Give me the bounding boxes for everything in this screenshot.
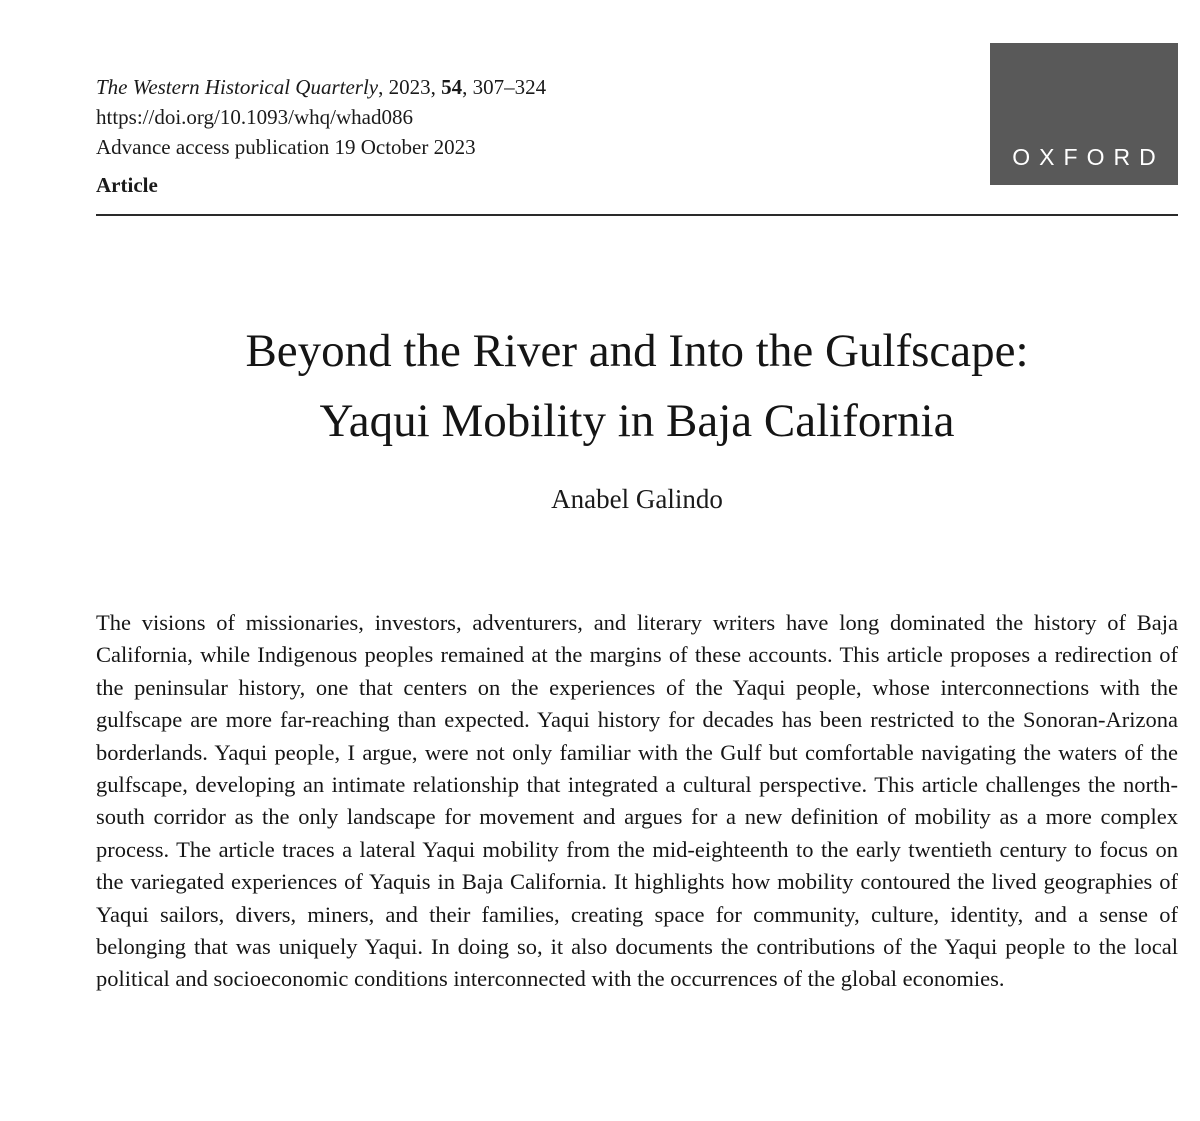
journal-header [96,43,1178,200]
journal-citation [96,72,546,102]
header-divider [96,214,1178,216]
citation-volume: 54 [441,75,463,99]
author-name: Anabel Galindo [551,484,723,514]
article-title [96,316,1178,456]
article-type-label: Article [96,173,158,197]
citation-year: , 2023, [378,75,442,99]
citation-pages: , 307–324 [462,75,547,99]
journal-name: The Western Historical Quarterly [96,75,379,99]
abstract-text: The visions of missionaries, investors, adventurers, and literary writers have long dominated the history of Baja California, while Indigenous peoples remained at the margins of these accounts. This article proposes a redirection of the peninsular history, one that centers on the experiences of the Yaqui people, whose interconnections with the gulfscape are more far-reaching than expected. Yaqui history for decades has been restricted to the Sonoran-Arizona borderlands. Yaqui people, I argue, were not only familiar with the Gulf but comfortable navigating the waters of the gulfscape, developing an intimate relationship that integrated a cultural perspective. This article challenges the north-south corridor as the only landscape for movement and argues for a new definition of mobility as a more complex process. The article traces a lateral Yaqui mobility from the mid-eighteenth to the early twentieth century to focus on the variegated experiences of Yaquis in Baja California. It highlights how mobility contoured the lived geographies of Yaqui sailors, divers, miners, and their families, creating space for community, culture, identity, and a sense of belonging that was uniquely Yaqui. In doing so, it also documents the contributions of the Yaqui people to the local political and socioeconomic conditions interconnected with the occurrences of the global economies. [96,610,1178,992]
article-title-line-1: Beyond the River and Into the Gulfscape: [245,325,1029,377]
journal-header-text [96,43,546,200]
advance-access-line: Advance access publication 19 October 2023 [96,135,476,159]
oxford-logo [990,43,1178,185]
doi-link[interactable]: https://doi.org/10.1093/whq/whad086 [96,105,413,129]
article-title-line-2: Yaqui Mobility in Baja California [319,395,955,447]
oxford-logo-text: OXFORD [1012,144,1165,170]
